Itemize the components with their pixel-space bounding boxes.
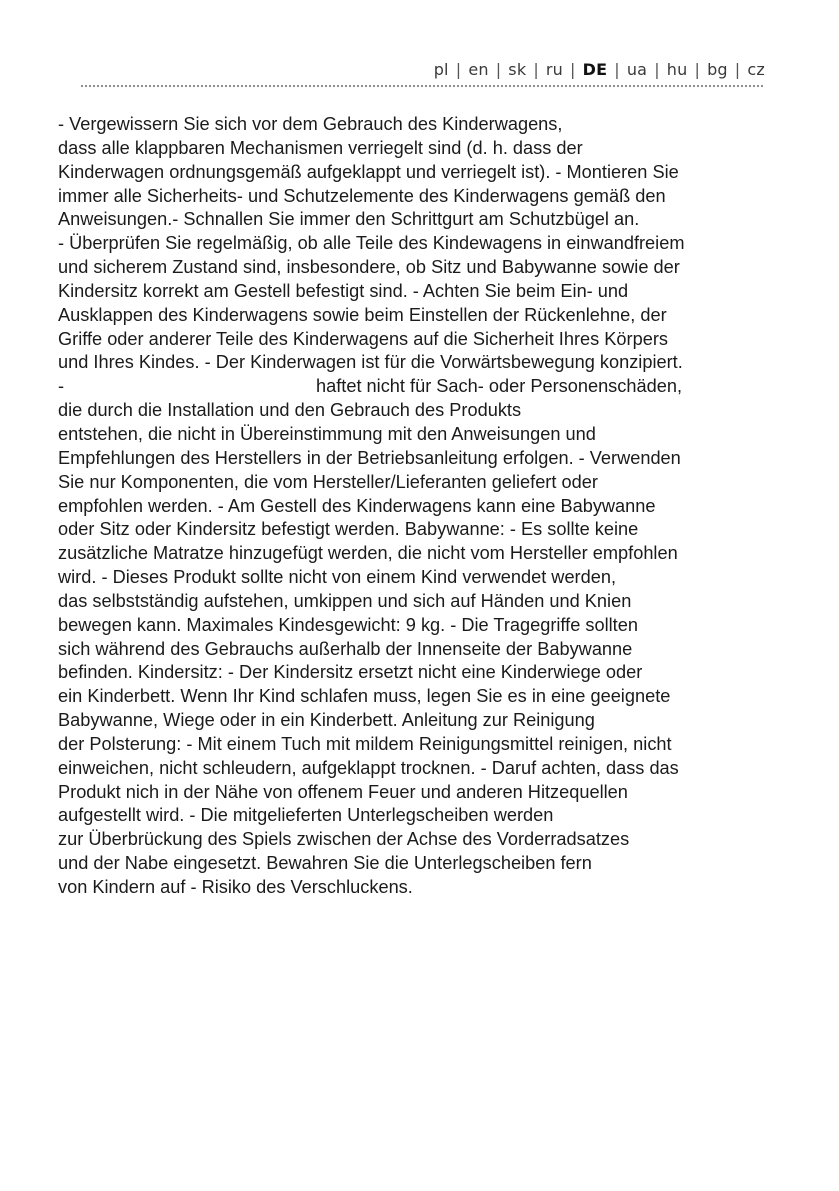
- line-prefix-dash: -: [58, 376, 65, 397]
- text-line: immer alle Sicherheits- und Schutzelemente des Kinderwagens gemäß den: [58, 185, 666, 206]
- text-line: Kindersitz korrekt am Gestell befestigt sind. - Achten Sie beim Ein- und: [58, 280, 629, 301]
- text-line: - Überprüfen Sie regelmäßig, ob alle Teile des Kindewagens in einwandfreiem: [58, 233, 685, 254]
- text-line: wird. - Dieses Produkt sollte nicht von einem Kind verwendet werden,: [58, 567, 617, 588]
- language-hu[interactable]: hu: [666, 60, 688, 79]
- language-de-active[interactable]: DE: [582, 60, 608, 79]
- text-line: und Ihres Kindes. - Der Kinderwagen ist für die Vorwärtsbewegung konzipiert.: [58, 352, 683, 373]
- instructions-text: [58, 113, 818, 900]
- text-line: und der Nabe eingesetzt. Bewahren Sie die Unterlegscheiben fern: [58, 853, 592, 874]
- language-ua[interactable]: ua: [626, 60, 648, 79]
- text-line-with-gap: [58, 375, 818, 399]
- text-line: aufgestellt wird. - Die mitgelieferten Unterlegscheiben werden: [58, 805, 554, 826]
- text-line: die durch die Installation und den Gebrauch des Produkts: [58, 400, 522, 421]
- language-separator: |: [570, 60, 576, 79]
- text-line: Babywanne, Wiege oder in ein Kinderbett. Anleitung zur Reinigung: [58, 710, 595, 731]
- language-ru[interactable]: ru: [545, 60, 564, 79]
- text-line: das selbstständig aufstehen, umkippen und sich auf Händen und Knien: [58, 590, 632, 611]
- language-separator: |: [533, 60, 539, 79]
- text-line: sich während des Gebrauchs außerhalb der Innenseite der Babywanne: [58, 638, 633, 659]
- text-line: einweichen, nicht schleudern, aufgeklappt trocknen. - Daruf achten, dass das: [58, 757, 679, 778]
- text-line: empfohlen werden. - Am Gestell des Kinderwagens kann eine Babywanne: [58, 495, 656, 516]
- text-line: von Kindern auf - Risiko des Verschluckens.: [58, 877, 413, 897]
- language-en[interactable]: en: [468, 60, 489, 79]
- text-line: Anweisungen.- Schnallen Sie immer den Schrittgurt am Schutzbügel an.: [58, 209, 640, 230]
- language-separator: |: [614, 60, 620, 79]
- text-line: oder Sitz oder Kindersitz befestigt werden. Babywanne: - Es sollte keine: [58, 519, 639, 540]
- text-line: Ausklappen des Kinderwagens sowie beim Einstellen der Rückenlehne, der: [58, 304, 667, 325]
- text-line: dass alle klappbaren Mechanismen verriegelt sind (d. h. dass der: [58, 137, 583, 158]
- text-line: Griffe oder anderer Teile des Kinderwagens auf die Sicherheit Ihres Körpers: [58, 328, 668, 349]
- language-pl[interactable]: pl: [433, 60, 449, 79]
- text-line: befinden. Kindersitz: - Der Kindersitz ersetzt nicht eine Kinderwiege oder: [58, 662, 643, 683]
- language-separator: |: [734, 60, 741, 79]
- language-separator: |: [654, 60, 660, 79]
- text-line: zusätzliche Matratze hinzugefügt werden, die nicht vom Hersteller empfohlen: [58, 543, 678, 564]
- text-line-rest: haftet nicht für Sach- oder Personenschäden,: [316, 376, 682, 397]
- text-line: entstehen, die nicht in Übereinstimmung mit den Anweisungen und: [58, 423, 596, 444]
- text-line: zur Überbrückung des Spiels zwischen der Achse des Vorderradsatzes: [58, 829, 630, 850]
- dotted-divider: [80, 84, 764, 88]
- text-line: ein Kinderbett. Wenn Ihr Kind schlafen muss, legen Sie es in eine geeignete: [58, 686, 671, 707]
- text-line: Kinderwagen ordnungsgemäß aufgeklappt und verriegelt ist). - Montieren Sie: [58, 161, 679, 182]
- language-separator: |: [694, 60, 701, 79]
- language-sk[interactable]: sk: [508, 60, 527, 79]
- text-line: - Vergewissern Sie sich vor dem Gebrauch des Kinderwagens,: [58, 114, 563, 134]
- text-line: der Polsterung: - Mit einem Tuch mit mildem Reinigungsmittel reinigen, nicht: [58, 733, 672, 754]
- language-selector: [434, 60, 765, 79]
- text-line: Produkt nich in der Nähe von offenem Feuer und anderen Hitzequellen: [58, 781, 628, 802]
- text-line: und sicherem Zustand sind, insbesondere, ob Sitz und Babywanne sowie der: [58, 257, 680, 278]
- language-separator: |: [455, 60, 462, 79]
- language-separator: |: [495, 60, 502, 79]
- text-line: Sie nur Komponenten, die vom Hersteller/Lieferanten geliefert oder: [58, 471, 598, 492]
- language-cz[interactable]: cz: [747, 60, 765, 79]
- language-bg[interactable]: bg: [707, 60, 728, 79]
- text-line: bewegen kann. Maximales Kindesgewicht: 9 kg. - Die Tragegriffe sollten: [58, 614, 638, 635]
- text-line: Empfehlungen des Herstellers in der Betriebsanleitung erfolgen. - Verwenden: [58, 447, 681, 468]
